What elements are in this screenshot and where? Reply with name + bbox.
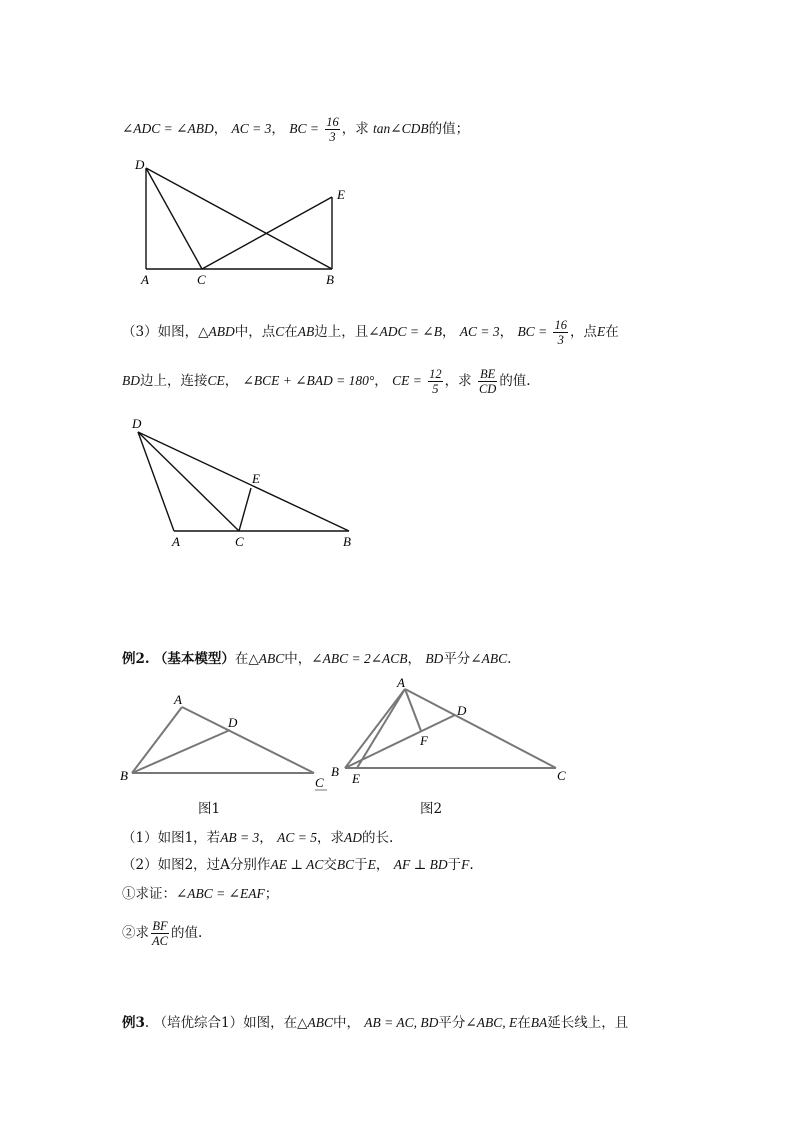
triangle-abd: △ABD [198, 324, 235, 339]
figure-2 [325, 672, 580, 797]
figure-b [128, 415, 368, 555]
label-f: F [420, 733, 428, 748]
example-label: 例2. [122, 651, 150, 667]
label-c: C [197, 272, 206, 287]
example-2-heading: 例2. （基本模型）在△ABC中，∠ABC = 2∠ACB， BD平分∠ABC. [122, 651, 512, 667]
label-e: E [352, 771, 360, 786]
question-3-line-1: （3）如图，△ABD中，点C在AB边上，且∠ADC = ∠B， AC = 3， BC = $\frac{16}{3}$ ，点E在 [122, 318, 619, 347]
example-label: 例3 [122, 1015, 145, 1031]
sub-question-2: （2）如图2，过A分别作AE ⊥ AC交BC于E， AF ⊥ BD于F. [122, 857, 474, 873]
be-cd-fraction: $\frac{BE}{CD}$ [478, 367, 497, 396]
label-b: B [326, 272, 334, 287]
label-c: C [315, 775, 324, 790]
label-b: B [120, 768, 128, 783]
bc-fraction: $\frac{16}{3}$ [326, 115, 339, 144]
figure-2-caption: 图2 [420, 801, 443, 817]
bc-label: BC = [289, 121, 319, 136]
label-e: E [252, 471, 260, 486]
label-b: B [331, 764, 339, 779]
label-d: D [457, 703, 467, 718]
question-3-line-2: BD边上，连接CE， ∠BCE + ∠BAD = 180°， CE = $\frac{12}{5}$ ，求 $\frac{BE}{CD}$ 的值. [122, 367, 531, 396]
ac-value: AC = 3 [231, 121, 272, 136]
condition-line-1: ∠ADC = ∠ABD， AC = 3， BC = $\frac{16}{3}$ ，求 tan∠CDB的值； [122, 115, 470, 144]
angle-ratio: ∠ABC = 2∠ACB [311, 651, 408, 666]
label-b: B [343, 534, 351, 549]
label-e: E [337, 187, 345, 202]
label-d: D [132, 416, 142, 431]
figure-a [130, 155, 360, 290]
figure-1 [118, 690, 343, 795]
sub-question-2-part-1: ①求证：∠ABC = ∠EAF； [122, 886, 279, 902]
label-c: C [557, 768, 566, 783]
sub-question-2-part-2: ②求 $\frac{BF}{AC}$ 的值. [122, 919, 203, 948]
ce-fraction: $\frac{12}{5}$ [429, 367, 442, 396]
label-a: A [397, 675, 405, 690]
angle-equality: ∠ADC = ∠ABD [122, 121, 214, 136]
angle-condition: ∠ADC = ∠B [368, 324, 442, 339]
label-a: A [141, 272, 149, 287]
label-d: D [135, 157, 145, 172]
label-a: A [174, 692, 182, 707]
tan-expression: tan∠CDB [373, 121, 429, 136]
label-a: A [172, 534, 180, 549]
example-3-heading: 例3. （培优综合1）如图，在△ABC中， AB = AC, BD平分∠ABC, E在BA延长线上，且 [122, 1015, 629, 1031]
figure-1-caption: 图1 [198, 801, 221, 817]
sub-question-1: （1）如图1，若AB = 3， AC = 5，求AD的长. [122, 830, 394, 846]
bf-ac-fraction: $\frac{BF}{AC}$ [152, 919, 168, 948]
angle-sum: ∠BCE + ∠BAD = 180° [242, 373, 375, 388]
label-d: D [228, 715, 238, 730]
bc-fraction: $\frac{16}{3}$ [554, 318, 567, 347]
label-c: C [235, 534, 244, 549]
